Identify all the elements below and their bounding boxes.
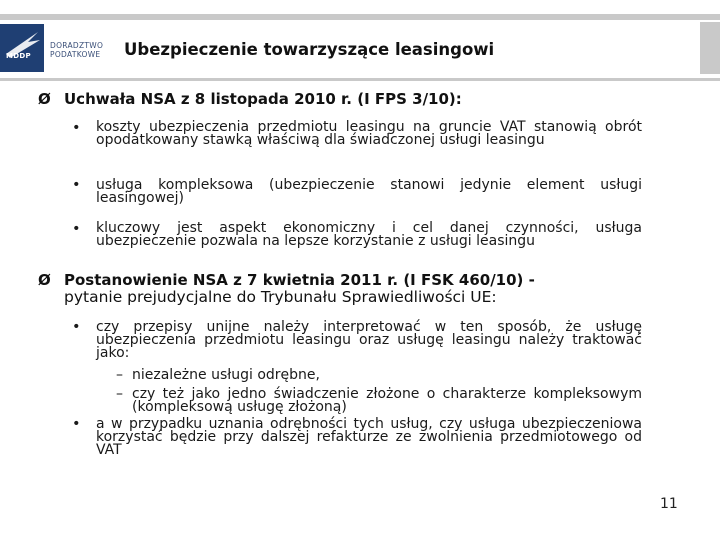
- title-divider: [0, 78, 720, 81]
- bullet-dot-icon: •: [72, 319, 81, 335]
- logo-brand-text: [50, 41, 116, 59]
- section-1-bullet-1: koszty ubezpieczenia przedmiotu leasingu na gruncie VAT stanowią obrót opodatkowany stawką właściwą dla świadczonej usługi leasingu: [96, 119, 642, 148]
- arrow-bullet-icon: Ø: [38, 271, 51, 289]
- bullet-dot-icon: •: [72, 120, 81, 136]
- section-2-bullet-2: a w przypadku uznania odrębności tych usług, czy usługa ubezpieczeniowa korzystać będzie przy dalszej refakturze ze zwolnienia przedmiotowego od VAT: [96, 416, 642, 458]
- slide-title: Ubezpieczenie towarzyszące leasingowi: [124, 40, 495, 59]
- section-2-heading-line2: pytanie prejudycjalne do Trybunału Sprawiedliwości UE:: [64, 288, 497, 306]
- dash-bullet-icon: –: [116, 367, 123, 383]
- section-1-bullet-3: kluczowy jest aspekt ekonomiczny i cel danej czynności, usługa ubezpieczenie pozwala na lepsze korzystanie z usługi leasingu: [96, 220, 642, 249]
- arrow-bullet-icon: Ø: [38, 90, 51, 108]
- section-2-sub-bullet-1: niezależne usługi odrębne,: [132, 367, 320, 383]
- section-1-heading-text: Uchwała NSA z 8 listopada 2010 r. (I FPS 3/10):: [64, 90, 462, 108]
- logo-short-text: MDDP: [6, 52, 31, 60]
- page-number: 11: [660, 496, 678, 512]
- company-logo: [0, 24, 44, 72]
- header-right-strip: [700, 22, 720, 74]
- section-2-bullet-1: czy przepisy unijne należy interpretować w ten sposób, że usługę ubezpieczenia przedmiotu leasingu oraz usługę leasingu należy traktować jako:: [96, 319, 642, 361]
- logo-mark-icon: [0, 24, 44, 72]
- logo-brand-line2: PODATKOWE: [50, 50, 101, 59]
- section-1-bullet-2: usługa kompleksowa (ubezpieczenie stanowi jedynie element usługi leasingowej): [96, 177, 642, 206]
- header-top-bar: [0, 14, 720, 20]
- dash-bullet-icon: –: [116, 386, 123, 402]
- bullet-dot-icon: •: [72, 416, 81, 432]
- bullet-dot-icon: •: [72, 177, 81, 193]
- bullet-dot-icon: •: [72, 221, 81, 237]
- section-2-heading-line1: Postanowienie NSA z 7 kwietnia 2011 r. (I FSK 460/10) -: [64, 271, 535, 289]
- logo-brand-line1: DORADZTWO: [50, 41, 104, 50]
- section-2-sub-bullet-2: czy też jako jedno świadczenie złożone o charakterze kompleksowym (kompleksową usługę złożoną): [132, 386, 642, 415]
